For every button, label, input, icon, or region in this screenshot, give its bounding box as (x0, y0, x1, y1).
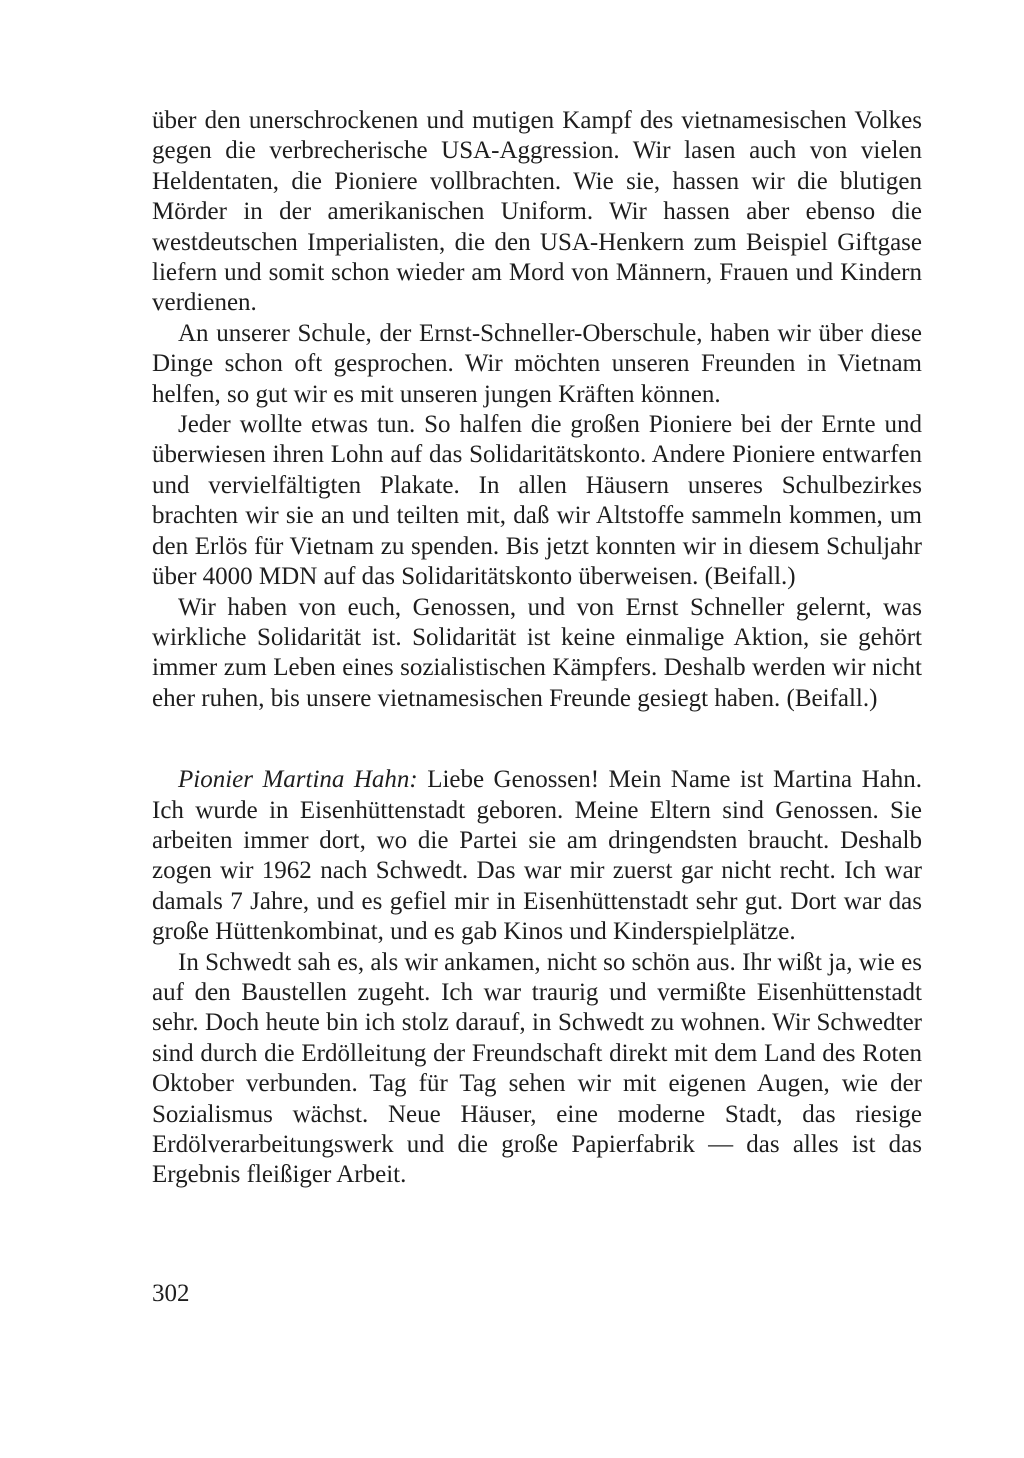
paragraph-solidarity-actions: Jeder wollte etwas tun. So halfen die großen Pioniere bei der Ernte und überwiesen ihren Lohn auf das Solidaritätskonto. Andere Pioniere entwarfen und vervielfältigten Plakate. In allen Häusern unseres Schulbezirkes brachten wir sie an und teilten mit, daß wir Altstoffe sammeln kommen, um den Erlös für Vietnam zu spenden. Bis jetzt konnten wir in diesem Schuljahr über 4000 MDN auf das Solidaritätskonto überweisen. (Beifall.) (152, 411, 922, 591)
speech-text: Liebe Genossen! Mein Name ist Martina Hahn. Ich wurde in Eisenhüttenstadt geboren. Meine Eltern sind Genossen. Sie arbeiten immer dort, wo die Partei sie am dringendsten braucht. Deshalb zogen wir 1962 nach Schwedt. Das war mir zuerst gar nicht recht. Ich war damals 7 Jahre, und es gefiel mir in Eisenhüttenstadt sehr gut. Dort war das große Hüttenkombinat, und es gab Kinos und Kinderspielplätze. (152, 766, 922, 946)
paragraph-schwedt: In Schwedt sah es, als wir ankamen, nicht so schön aus. Ihr wißt ja, wie es auf den Baustellen zugeht. Ich war traurig und vermißte Eisenhüttenstadt sehr. Doch heute bin ich stolz darauf, in Schwedt zu wohnen. Wir Schwedter sind durch die Erdölleitung der Freundschaft direkt mit dem Land des Roten Oktober verbunden. Tag für Tag sehen wir mit eigenen Augen, wie der Sozialismus wächst. Neue Häuser, eine moderne Stadt, das riesige Erdölverarbeitungswerk und die große Papierfabrik — das alles ist das Ergebnis fleißiger Arbeit. (152, 948, 922, 1189)
paragraph-vietnam-struggle: über den unerschrockenen und mutigen Kampf des vietnamesischen Volkes gegen die verbrecherische USA-Aggression. Wir lasen auch von vielen Heldentaten, die Pioniere vollbrachten. Wie sie, hassen wir die blutigen Mörder in der amerikanischen Uniform. Wir hassen aber ebenso die westdeutschen Imperialisten, die den USA-Henkern zum Beispiel Giftgase liefern und somit schon wieder am Mord von Männern, Frauen und Kindern verdienen. (152, 107, 922, 317)
paragraph-school-discussion: An unserer Schule, der Ernst-Schneller-Oberschule, haben wir über diese Dinge schon oft gesprochen. Wir möchten unseren Freunden in Vietnam helfen, so gut wir es mit unseren jungen Kräften können. (152, 319, 922, 408)
paragraph-martina-hahn-speech (152, 765, 922, 947)
page-number: 302 (152, 1280, 190, 1307)
paragraph-learned-solidarity: Wir haben von euch, Genossen, und von Ernst Schneller gelernt, was wirkliche Solidarität ist. Solidarität ist keine einmalige Aktion, sie gehört immer zum Leben eines sozialistischen Kämpfers. Deshalb werden wir nicht eher ruhen, bis unsere vietnamesischen Freunde gesiegt haben. (Beifall.) (152, 593, 922, 712)
body-text (152, 106, 922, 1191)
speaker-name: Pionier Martina Hahn: (178, 766, 418, 794)
